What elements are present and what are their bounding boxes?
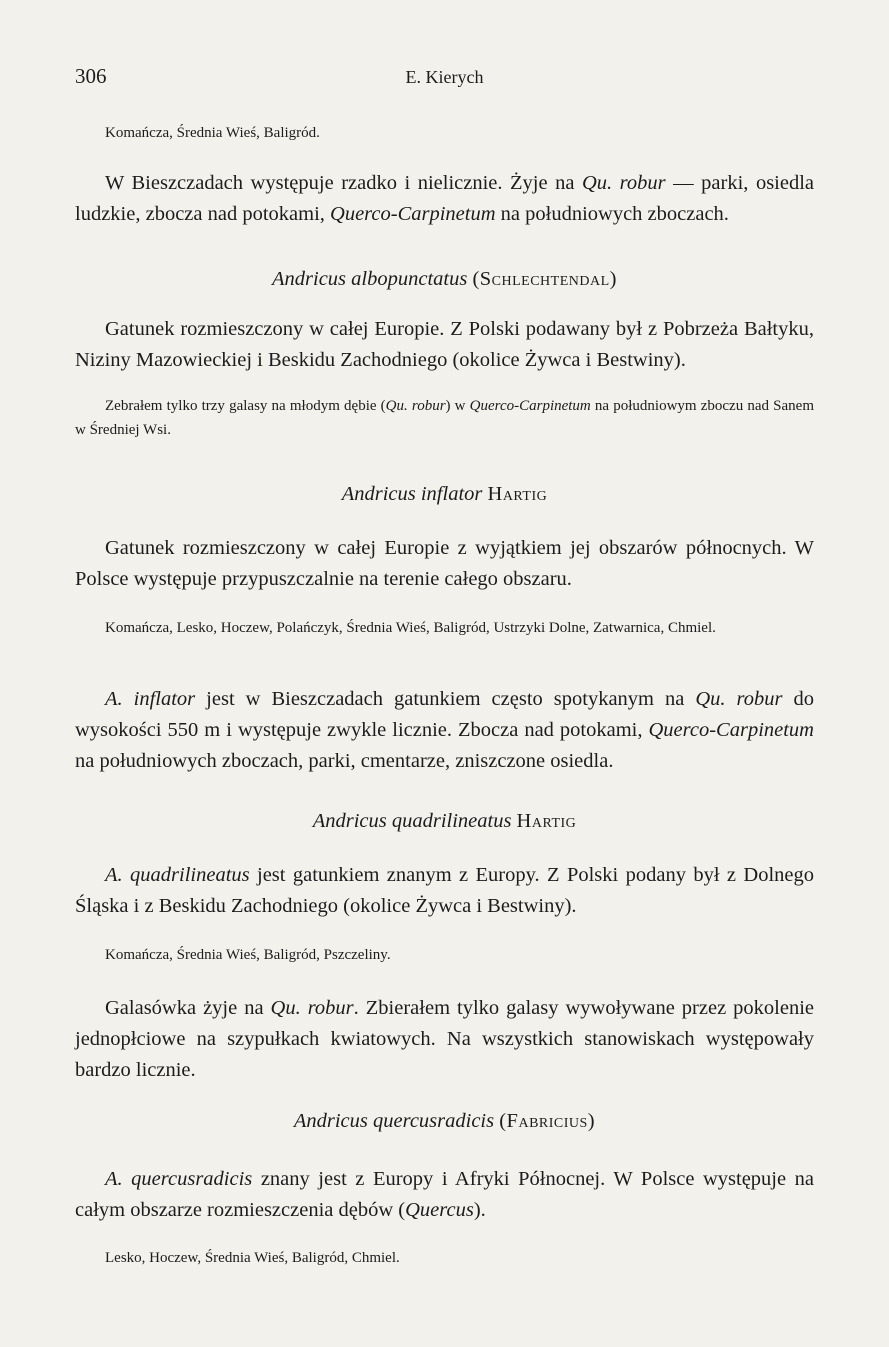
species-author: Hartig	[516, 810, 577, 832]
species-author: (Schlechtendal)	[472, 268, 617, 290]
species-heading	[75, 483, 814, 506]
page-header	[75, 64, 814, 94]
paragraph: A. quercusradicis znany jest z Europy i Afryki Północnej. W Polsce występuje na całym obszarze rozmieszczenia dębów (Quercus).	[75, 1168, 814, 1221]
localities-list: Komańcza, Średnia Wieś, Baligród, Pszczeliny.	[105, 947, 391, 963]
note: Zebrałem tylko trzy galasy na młodym dębie (Qu. robur) w Querco-Carpinetum na południowym zboczu nad Sanem w Średniej Wsi.	[75, 398, 814, 438]
localities-list: Komańcza, Średnia Wieś, Baligród.	[105, 125, 320, 141]
page-number: 306	[75, 64, 107, 88]
paragraph: Gatunek rozmieszczony w całej Europie z wyjątkiem jej obszarów północnych. W Polsce występuje przypuszczalnie na terenie całego obszaru.	[75, 537, 814, 590]
localities-list: Komańcza, Lesko, Hoczew, Polańczyk, Średnia Wieś, Baligród, Ustrzyki Dolne, Zatwarnica, Chmiel.	[105, 620, 716, 636]
paragraph: Gatunek rozmieszczony w całej Europie. Z Polski podawany był z Pobrzeża Bałtyku, Niziny Mazowieckiej i Beskidu Zachodniego (okolice Żywca i Bestwiny).	[75, 318, 814, 371]
species-name: Andricus inflator	[341, 483, 483, 505]
paragraph: Galasówka żyje na Qu. robur. Zbierałem tylko galasy wywoływane przez pokolenie jednopłciowe na szypułkach kwiatowych. Na wszystkich stanowiskach występowały bardzo licznie.	[75, 997, 815, 1081]
running-title: E. Kierych	[405, 67, 484, 87]
species-author: (Fabricius)	[499, 1110, 596, 1132]
species-name: Andricus albopunctatus	[272, 268, 468, 290]
species-heading	[75, 810, 814, 833]
species-heading	[75, 268, 814, 291]
species-heading	[75, 1110, 814, 1133]
species-name: Andricus quercusradicis	[293, 1110, 495, 1132]
paragraph: W Bieszczadach występuje rzadko i nielicznie. Żyje na Qu. robur — parki, osiedla ludzkie, zbocza nad potokami, Querco-Carpinetum na południowych zboczach.	[75, 172, 815, 225]
localities-list: Lesko, Hoczew, Średnia Wieś, Baligród, Chmiel.	[105, 1250, 400, 1266]
paragraph: A. inflator jest w Bieszczadach gatunkiem często spotykanym na Qu. robur do wysokości 550 m i występuje zwykle licznie. Zbocza nad potokami, Querco-Carpinetum na południowych zboczach, parki, cmentarze, zniszczone osiedla.	[75, 688, 815, 772]
species-author: Hartig	[487, 483, 548, 505]
species-name: Andricus quadrilineatus	[312, 810, 512, 832]
paragraph: A. quadrilineatus jest gatunkiem znanym z Europy. Z Polski podany był z Dolnego Śląska i z Beskidu Zachodniego (okolice Żywca i Bestwiny).	[75, 864, 815, 917]
